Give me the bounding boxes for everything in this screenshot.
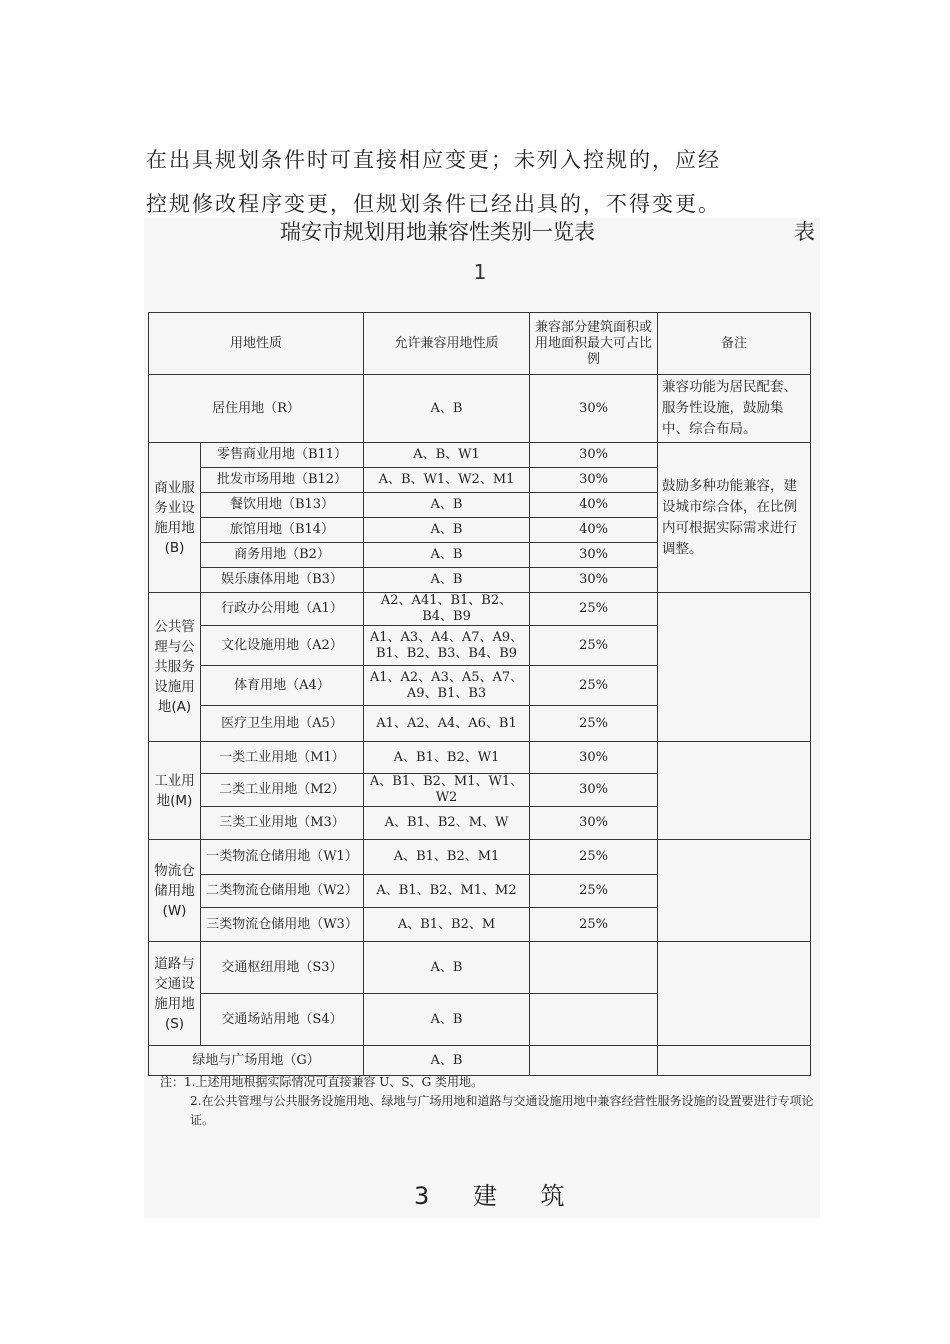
intro-line-2: 控规修改程序变更，但规划条件已经出具的，不得变更。 bbox=[146, 192, 721, 216]
cell-ratio: 25% bbox=[530, 908, 658, 942]
cell-allowed: A、B bbox=[364, 375, 530, 443]
cell-land-use: 交通场站用地（S4） bbox=[201, 994, 364, 1046]
cell-allowed: A、B1、B2、M1、W1、W2 bbox=[364, 774, 530, 807]
cell-allowed: A1、A2、A3、A5、A7、A9、B1、B3 bbox=[364, 666, 530, 706]
cell-allowed: A、B bbox=[364, 518, 530, 543]
cell-ratio: 25% bbox=[530, 875, 658, 908]
cell-land-use: 一类物流仓储用地（W1） bbox=[201, 840, 364, 875]
cell-land-use: 娱乐康体用地（B3） bbox=[201, 568, 364, 593]
table-row bbox=[149, 443, 811, 468]
cell-allowed: A1、A3、A4、A7、A9、B1、B2、B3、B4、B9 bbox=[364, 626, 530, 666]
cell-ratio: 25% bbox=[530, 666, 658, 706]
cell-ratio: 30% bbox=[530, 375, 658, 443]
table-row bbox=[149, 840, 811, 875]
cell-allowed: A1、A2、A4、A6、B1 bbox=[364, 706, 530, 742]
table-row bbox=[149, 742, 811, 774]
cell-ratio: 40% bbox=[530, 518, 658, 543]
cell-allowed: A、B1、B2、W1 bbox=[364, 742, 530, 774]
cell-allowed: A、B bbox=[364, 994, 530, 1046]
cell-ratio bbox=[530, 942, 658, 994]
cell-ratio: 40% bbox=[530, 493, 658, 518]
cell-allowed: A、B1、B2、M1 bbox=[364, 840, 530, 875]
cell-remark-logistics bbox=[658, 840, 811, 942]
cell-ratio: 30% bbox=[530, 468, 658, 493]
cell-land-use: 一类工业用地（M1） bbox=[201, 742, 364, 774]
cell-land-use: 交通枢纽用地（S3） bbox=[201, 942, 364, 994]
cell-allowed: A2、A41、B1、B2、B4、B9 bbox=[364, 593, 530, 626]
cell-ratio: 30% bbox=[530, 742, 658, 774]
cell-remark-commercial: 鼓励多种功能兼容，建设城市综合体，在比例内可根据实际需求进行调整。 bbox=[658, 443, 811, 593]
cell-allowed: A、B、W1、W2、M1 bbox=[364, 468, 530, 493]
table-row bbox=[149, 593, 811, 626]
table-title-suffix: 表 bbox=[794, 220, 815, 244]
cell-remark-industrial bbox=[658, 742, 811, 840]
category-industrial: 工业用地(M) bbox=[149, 742, 201, 840]
cell-land-use: 二类工业用地（M2） bbox=[201, 774, 364, 807]
cell-allowed: A、B1、B2、M、W bbox=[364, 807, 530, 840]
cell-land-use: 三类物流仓储用地（W3） bbox=[201, 908, 364, 942]
note-1: 注：1.上述用地根据实际情况可直接兼容 U、S、G 类用地。 bbox=[160, 1075, 484, 1089]
cell-land-use: 体育用地（A4） bbox=[201, 666, 364, 706]
cell-land-use: 居住用地（R） bbox=[149, 375, 364, 443]
cell-ratio: 25% bbox=[530, 840, 658, 875]
cell-allowed: A、B1、B2、M bbox=[364, 908, 530, 942]
table-notes bbox=[160, 1073, 820, 1130]
cell-remark-transport bbox=[658, 942, 811, 1046]
cell-allowed: A、B、W1 bbox=[364, 443, 530, 468]
intro-line-1: 在出具规划条件时可直接相应变更；未列入控规的，应经 bbox=[146, 148, 721, 172]
intro-paragraph bbox=[146, 138, 826, 226]
header-ratio: 兼容部分建筑面积或用地面积最大可占比例 bbox=[530, 313, 658, 375]
note-2: 2.在公共管理与公共服务设施用地、绿地与广场用地和道路与交通设施用地中兼容经营性服务设施的设置要进行专项论证。 bbox=[190, 1094, 814, 1127]
table-row bbox=[149, 942, 811, 994]
category-public: 公共管理与公共服务设施用地(A) bbox=[149, 593, 201, 742]
cell-remark-residential: 兼容功能为居民配套、服务性设施，鼓励集中、综合布局。 bbox=[658, 375, 811, 443]
table-header-row bbox=[149, 313, 811, 375]
table-row-green bbox=[149, 1046, 811, 1076]
cell-ratio: 25% bbox=[530, 593, 658, 626]
cell-land-use: 旅馆用地（B14） bbox=[201, 518, 364, 543]
header-remarks: 备注 bbox=[658, 313, 811, 375]
cell-land-use: 批发市场用地（B12） bbox=[201, 468, 364, 493]
cell-allowed: A、B bbox=[364, 942, 530, 994]
header-allowed: 允许兼容用地性质 bbox=[364, 313, 530, 375]
section-heading: 3 建 筑 bbox=[414, 1182, 583, 1210]
cell-land-use: 文化设施用地（A2） bbox=[201, 626, 364, 666]
cell-land-use: 行政办公用地（A1） bbox=[201, 593, 364, 626]
cell-ratio: 25% bbox=[530, 706, 658, 742]
cell-ratio: 30% bbox=[530, 568, 658, 593]
cell-remark-public bbox=[658, 593, 811, 742]
cell-land-use: 绿地与广场用地（G） bbox=[149, 1046, 364, 1076]
cell-allowed: A、B bbox=[364, 493, 530, 518]
cell-remark-green bbox=[658, 1046, 811, 1076]
category-logistics: 物流仓储用地(W) bbox=[149, 840, 201, 942]
category-transport: 道路与交通设施用地(S) bbox=[149, 942, 201, 1046]
cell-land-use: 商务用地（B2） bbox=[201, 543, 364, 568]
cell-ratio: 30% bbox=[530, 774, 658, 807]
cell-ratio: 25% bbox=[530, 626, 658, 666]
cell-allowed: A、B bbox=[364, 568, 530, 593]
cell-land-use: 二类物流仓储用地（W2） bbox=[201, 875, 364, 908]
table-number: 1 bbox=[473, 260, 487, 284]
cell-ratio: 30% bbox=[530, 443, 658, 468]
cell-ratio bbox=[530, 1046, 658, 1076]
cell-allowed: A、B1、B2、M1、M2 bbox=[364, 875, 530, 908]
table-title: 瑞安市规划用地兼容性类别一览表 bbox=[280, 220, 595, 244]
cell-ratio bbox=[530, 994, 658, 1046]
category-commercial: 商业服务业设施用地(B) bbox=[149, 443, 201, 593]
cell-land-use: 零售商业用地（B11） bbox=[201, 443, 364, 468]
cell-land-use: 三类工业用地（M3） bbox=[201, 807, 364, 840]
cell-land-use: 餐饮用地（B13） bbox=[201, 493, 364, 518]
cell-ratio: 30% bbox=[530, 807, 658, 840]
cell-allowed: A、B bbox=[364, 1046, 530, 1076]
cell-land-use: 医疗卫生用地（A5） bbox=[201, 706, 364, 742]
cell-ratio: 30% bbox=[530, 543, 658, 568]
table-row-residential bbox=[149, 375, 811, 443]
cell-allowed: A、B bbox=[364, 543, 530, 568]
header-land-use: 用地性质 bbox=[149, 313, 364, 375]
land-use-compatibility-table bbox=[148, 312, 811, 1076]
